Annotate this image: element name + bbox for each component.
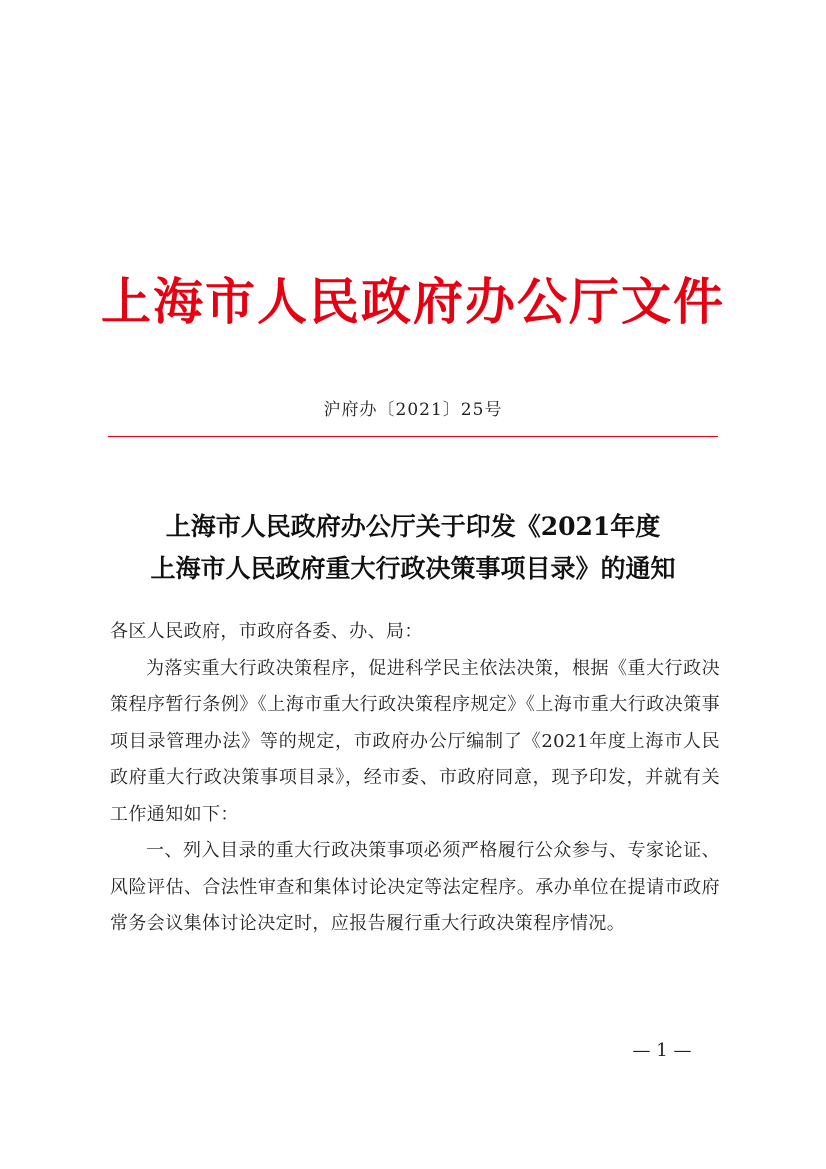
notice-body xyxy=(110,614,720,943)
salutation: 各区人民政府，市政府各委、办、局： xyxy=(110,621,423,642)
notice-title xyxy=(0,506,826,590)
paragraph-item-1: 一、列入目录的重大行政决策事项必须严格履行公众参与、专家论证、风险评估、合法性审查和集体讨论决定等法定程序。承办单位在提请市政府常务会议集体讨论决定时，应报告履行重大行政决策程序情况。 xyxy=(110,840,720,934)
notice-title-line-1: 上海市人民政府办公厅关于印发《2021年度 xyxy=(165,512,661,541)
page-number: — 1 — xyxy=(632,1040,692,1061)
notice-title-line-2: 上海市人民政府重大行政决策事项目录》的通知 xyxy=(150,554,676,583)
paragraph-intro: 为落实重大行政决策程序，促进科学民主依法决策，根据《重大行政决策程序暂行条例》《上海市重大行政决策程序规定》《上海市重大行政决策事项目录管理办法》等的规定，市政府办公厅编制了《2021年度上海市人民政府重大行政决策事项目录》，经市委、市政府同意，现予印发，并就有关工作通知如下： xyxy=(110,657,720,825)
red-divider-line xyxy=(108,436,718,437)
document-number: 沪府办〔2021〕25号 xyxy=(323,400,503,420)
issuer-masthead: 上海市人民政府办公厅文件 xyxy=(101,272,725,331)
